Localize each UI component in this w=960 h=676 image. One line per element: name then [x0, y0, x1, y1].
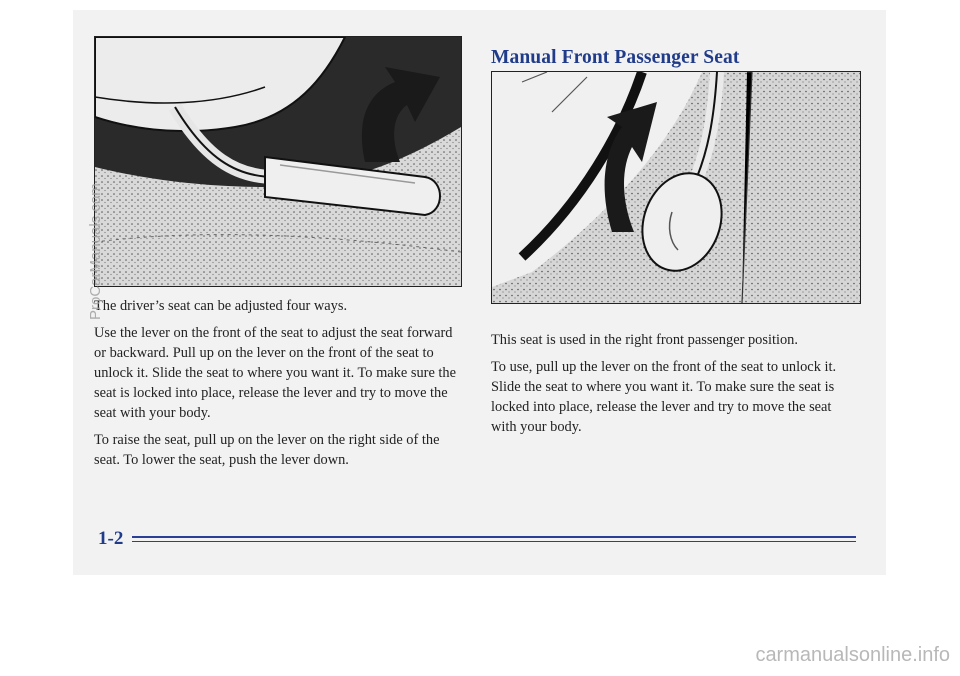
paragraph: The driver’s seat can be adjusted four ways.: [94, 298, 348, 314]
side-watermark: ProCarManuals.com: [87, 183, 104, 320]
bottom-watermark[interactable]: carmanualsonline.info: [755, 644, 950, 666]
left-column-text: [94, 296, 466, 477]
paragraph: To raise the seat, pull up on the lever on the right side of the seat. To lower the seat, push the lever down.: [94, 432, 440, 468]
paragraph: Use the lever on the front of the seat to adjust the seat forward or backward. Pull up on the lever on the front of the seat to unlock it. Slide the seat to where you want it. To make sure the seat is locked into place, release the lever and try to move the seat with your body.: [94, 325, 457, 421]
page-number: 1-2: [98, 528, 124, 549]
paragraph: To use, pull up the lever on the front of the seat to unlock it. Slide the seat to where you want it. To make sure the seat is locked into place, release the lever and try to move the seat with your body.: [491, 359, 837, 435]
right-column-text: [491, 330, 857, 444]
driver-seat-lever-illustration: [94, 36, 462, 287]
footer-rule-thin: [132, 541, 856, 542]
footer-rule: [132, 536, 856, 538]
section-heading: Manual Front Passenger Seat: [491, 47, 740, 69]
paragraph: This seat is used in the right front passenger position.: [491, 332, 798, 348]
passenger-seat-lever-illustration: [491, 71, 861, 304]
